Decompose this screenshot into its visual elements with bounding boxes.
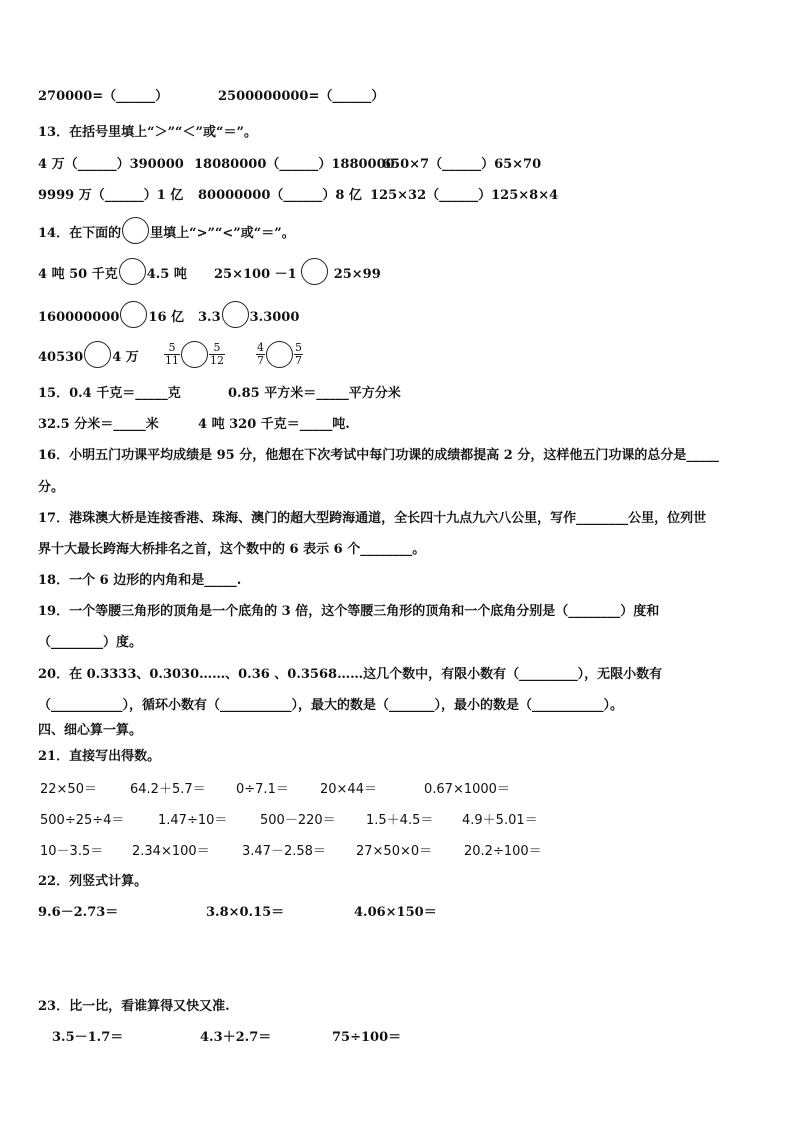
q14-r1a-right: 4.5 吨 xyxy=(146,267,187,282)
q14-r3a-left: 40530 xyxy=(38,350,84,365)
blank-circle[interactable] xyxy=(122,217,149,244)
blank-circle[interactable] xyxy=(301,258,328,285)
q23-item-1: 3.5－1.7＝ xyxy=(52,1030,124,1045)
q16-line-2: 分。 xyxy=(38,480,65,495)
q20-line-1: 20．在 0.3333、0.3030……、0.36 、0.3568……这几个数中，有限小数有（_________），无限小数有 xyxy=(38,667,663,682)
fraction-denominator: 11 xyxy=(165,354,179,367)
q19-line-1: 19．一个等腰三角形的顶角是一个底角的 3 倍，这个等腰三角形的顶角和一个底角分别是（________）度和 xyxy=(38,604,660,619)
q22-title: 22．列竖式计算。 xyxy=(38,874,148,889)
q22-item-3: 4.06×150＝ xyxy=(354,905,437,920)
blank-circle[interactable] xyxy=(181,341,208,368)
q22-item-2: 3.8×0.15＝ xyxy=(206,905,285,920)
q14-r3-b xyxy=(164,341,225,368)
q16-line-1: 16．小明五门功课平均成绩是 95 分，他想在下次考试中每门功课的成绩都提高 2 分，这样他五门功课的总分是_____ xyxy=(38,448,719,463)
q15-item-b: 0.85 平方米＝_____平方分米 xyxy=(228,386,401,401)
fraction-denominator: 12 xyxy=(210,354,224,367)
q14-r2-a xyxy=(38,307,184,328)
blank-circle[interactable] xyxy=(222,301,249,328)
q14-r1b-right: 25×99 xyxy=(333,267,381,282)
q23-title: 23．比一比，看谁算得又快又准. xyxy=(38,999,230,1014)
blank-circle[interactable] xyxy=(120,301,147,328)
q13-r1-a: 4 万（______）390000 xyxy=(38,157,184,172)
q21-r2-3: 500－220＝ xyxy=(260,813,336,828)
q14-r2b-left: 3.3 xyxy=(198,310,221,325)
section-4-heading: 四、细心算一算。 xyxy=(38,723,143,738)
q15-item-c: 32.5 分米＝_____米 xyxy=(38,417,159,432)
fraction xyxy=(209,342,225,367)
q13-r2-c: 125×32（______）125×8×4 xyxy=(370,188,559,203)
fraction-denominator: 7 xyxy=(295,354,302,367)
q14-r1-a xyxy=(38,264,187,285)
q14-title-post: 里填上“>”“<”或“＝”。 xyxy=(150,226,295,241)
fraction-denominator: 7 xyxy=(257,354,264,367)
q14-r2b-right: 3.3000 xyxy=(249,310,300,325)
q15-item-d: 4 吨 320 千克＝_____吨. xyxy=(198,417,350,432)
blank-circle[interactable] xyxy=(119,258,146,285)
q21-r1-2: 64.2＋5.7＝ xyxy=(130,782,206,797)
q21-r1-4: 20×44＝ xyxy=(320,782,377,797)
q12-item-a: 270000=（______） xyxy=(38,89,169,104)
q12-item-b: 2500000000=（______） xyxy=(218,89,385,104)
q21-r3-5: 20.2÷100＝ xyxy=(464,844,542,859)
q21-title: 21．直接写出得数。 xyxy=(38,749,161,764)
q19-line-2: （________）度。 xyxy=(38,635,143,650)
q14-r2-b xyxy=(198,307,299,328)
q14-r1-b xyxy=(214,264,381,285)
q13-r2-a: 9999 万（______）1 亿 xyxy=(38,188,184,203)
q14-r2a-right: 16 亿 xyxy=(148,310,185,325)
fraction xyxy=(164,342,180,367)
q20-line-2: （___________），循环小数有（___________），最大的数是（_______），最小的数是（___________）。 xyxy=(38,698,624,713)
q14-title-pre: 14．在下面的 xyxy=(38,226,122,241)
q13-r1-b: 18080000（______）1880000 xyxy=(194,157,395,172)
q23-item-3: 75÷100＝ xyxy=(332,1030,402,1045)
fraction xyxy=(256,342,265,367)
q21-r1-1: 22×50＝ xyxy=(40,782,97,797)
q13-r2-b: 80000000（______）8 亿 xyxy=(198,188,362,203)
q18-line-1: 18．一个 6 边形的内角和是_____. xyxy=(38,573,242,588)
q21-r3-3: 3.47－2.58＝ xyxy=(242,844,326,859)
q21-r2-5: 4.9＋5.01＝ xyxy=(462,813,538,828)
q14-title xyxy=(38,223,756,244)
q17-line-1: 17．港珠澳大桥是连接香港、珠海、澳门的超大型跨海通道，全长四十九点九六八公里，写作________公里，位列世 xyxy=(38,511,707,526)
q13-r1-c: 650×7（______）65×70 xyxy=(382,157,542,172)
q15-item-a: 15．0.4 千克＝_____克 xyxy=(38,386,181,401)
q21-r3-1: 10－3.5＝ xyxy=(40,844,104,859)
fraction-numerator: 5 xyxy=(209,342,225,355)
q13-title: 13．在括号里填上“＞”“＜”或“＝”。 xyxy=(38,125,257,140)
q14-r3-c xyxy=(256,341,303,368)
q14-r1a-left: 4 吨 50 千克 xyxy=(38,267,118,282)
q23-item-2: 4.3＋2.7＝ xyxy=(200,1030,272,1045)
q21-r2-4: 1.5＋4.5＝ xyxy=(366,813,434,828)
q21-r3-4: 27×50×0＝ xyxy=(356,844,433,859)
q21-r2-2: 1.47÷10＝ xyxy=(158,813,228,828)
q22-item-1: 9.6－2.73＝ xyxy=(38,905,119,920)
q21-r3-2: 2.34×100＝ xyxy=(132,844,210,859)
q14-r1b-left: 25×100 －1 xyxy=(214,267,297,282)
q21-r2-1: 500÷25÷4＝ xyxy=(40,813,125,828)
q14-r3-a xyxy=(38,347,139,368)
q14-r3a-right: 4 万 xyxy=(112,350,139,365)
blank-circle[interactable] xyxy=(266,341,293,368)
q14-r2a-left: 160000000 xyxy=(38,310,120,325)
fraction-numerator: 5 xyxy=(295,341,302,354)
q21-r1-5: 0.67×1000＝ xyxy=(424,782,510,797)
fraction xyxy=(294,342,303,367)
q21-r1-3: 0÷7.1＝ xyxy=(236,782,289,797)
fraction-numerator: 5 xyxy=(164,342,180,355)
fraction-numerator: 4 xyxy=(257,341,264,354)
blank-circle[interactable] xyxy=(84,341,111,368)
q17-line-2: 界十大最长跨海大桥排名之首，这个数中的 6 表示 6 个________。 xyxy=(38,542,426,557)
